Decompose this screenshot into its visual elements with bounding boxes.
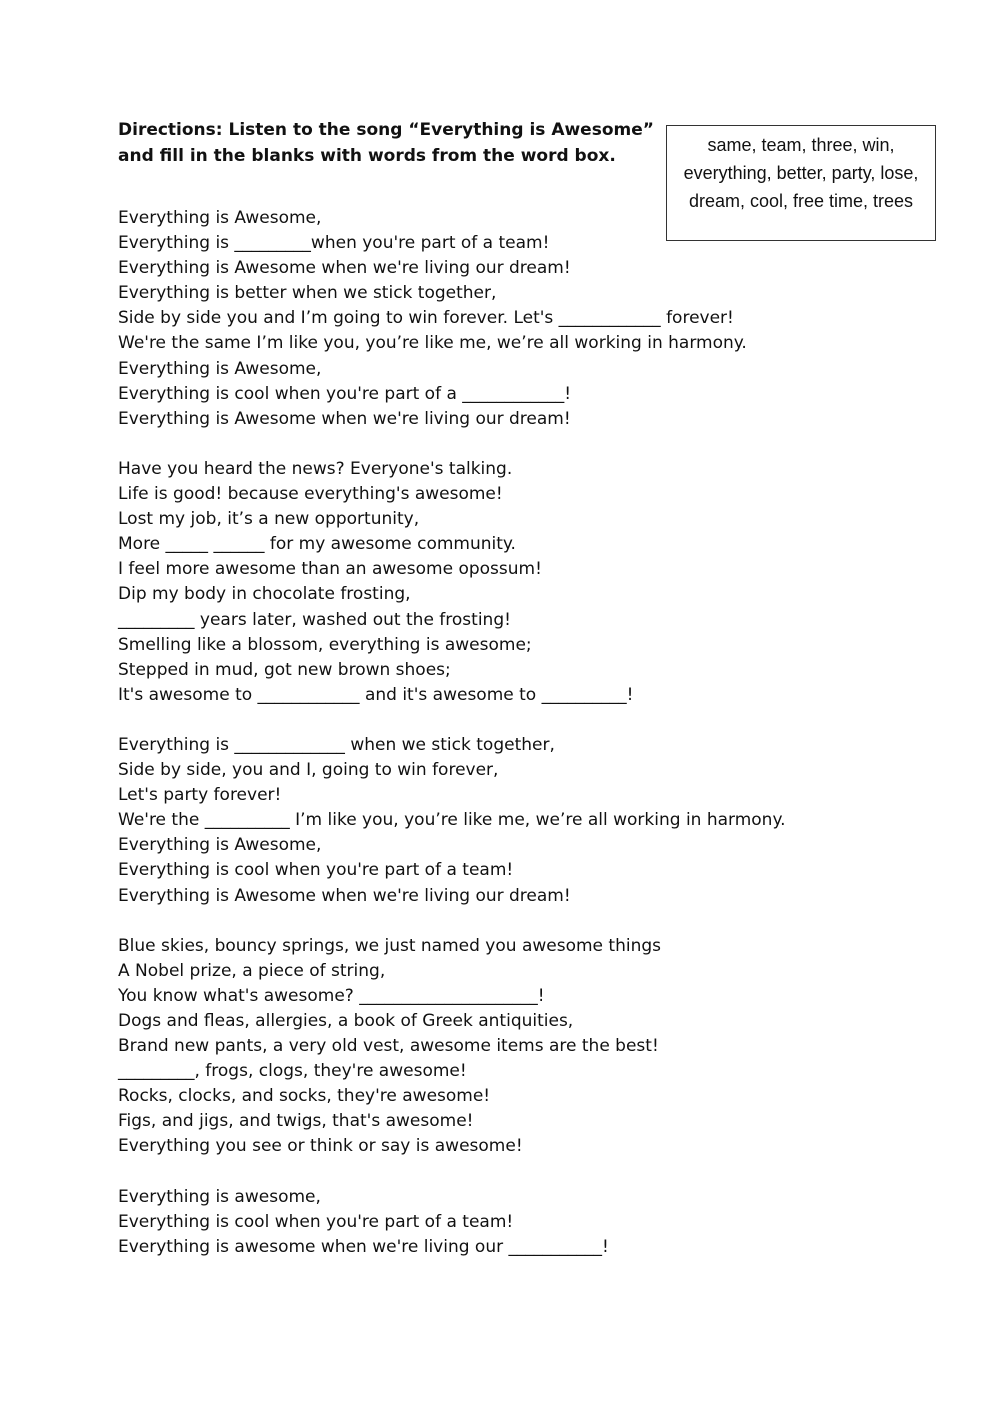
lyric-line: Everything is awesome, xyxy=(118,1186,321,1207)
directions-text: Directions: Listen to the song “Everything is Awesome” and fill in the blanks with words from the word box. xyxy=(118,120,654,166)
lyric-line: A Nobel prize, a piece of string, xyxy=(118,960,386,981)
lyric-line: Let's party forever! xyxy=(118,785,282,806)
lyric-line: Everything is Awesome when we're living our dream! xyxy=(118,258,571,279)
lyric-line: It's awesome to ____________ and it's awesome to __________! xyxy=(118,684,634,705)
lyric-line: Everything is Awesome, xyxy=(118,208,322,228)
lyric-line: Have you heard the news? Everyone's talking. xyxy=(118,458,513,479)
lyric-line: Everything is better when we stick together, xyxy=(118,283,497,304)
lyric-line: Life is good! because everything's awesome! xyxy=(118,484,503,505)
lyric-line: Everything is Awesome when we're living our dream! xyxy=(118,885,571,906)
lyric-line: We're the same I’m like you, you’re like me, we’re all working in harmony. xyxy=(118,333,747,354)
lyrics xyxy=(118,206,958,1260)
lyric-line: Everything is cool when you're part of a team! xyxy=(118,860,514,881)
lyric-line: Everything you see or think or say is awesome! xyxy=(118,1136,523,1157)
lyric-line: Dogs and fleas, allergies, a book of Greek antiquities, xyxy=(118,1011,574,1031)
stanza-gap xyxy=(118,708,958,733)
stanza-gap xyxy=(118,432,958,457)
lyric-line: We're the __________ I’m like you, you’re like me, we’re all working in harmony. xyxy=(118,810,786,831)
stanza-gap xyxy=(118,1160,958,1185)
lyric-line: You know what's awesome? _____________________! xyxy=(118,985,545,1006)
lyric-line: Everything is awesome when we're living our ___________! xyxy=(118,1236,609,1257)
lyric-line: Everything is Awesome, xyxy=(118,835,322,856)
lyric-line: More _____ ______ for my awesome community. xyxy=(118,534,516,555)
lyric-line: Brand new pants, a very old vest, awesome items are the best! xyxy=(118,1036,659,1057)
stanza-gap xyxy=(118,909,958,934)
lyric-line: Everything is Awesome, xyxy=(118,358,322,379)
lyric-line: Everything is _________when you're part of a team! xyxy=(118,233,550,254)
word-box: same, team, three, win, everything, better, party, lose, dream, cool, free time, trees xyxy=(666,125,936,241)
lyric-line: Side by side you and I’m going to win forever. Let's ____________ forever! xyxy=(118,308,734,329)
lyric-line: Everything is _____________ when we stick together, xyxy=(118,734,555,755)
lyric-line: Stepped in mud, got new brown shoes; xyxy=(118,659,451,680)
lyric-line: Rocks, clocks, and socks, they're awesome! xyxy=(118,1086,491,1107)
lyric-line: Side by side, you and I, going to win forever, xyxy=(118,760,499,781)
lyric-line: I feel more awesome than an awesome opossum! xyxy=(118,559,542,580)
lyric-line: Dip my body in chocolate frosting, xyxy=(118,584,411,605)
lyric-line: Everything is Awesome when we're living our dream! xyxy=(118,408,571,429)
lyric-line: Figs, and jigs, and twigs, that's awesome! xyxy=(118,1111,474,1132)
lyric-line: _________ years later, washed out the frosting! xyxy=(118,609,511,630)
lyric-line: Everything is cool when you're part of a ____________! xyxy=(118,383,572,404)
lyric-line: Smelling like a blossom, everything is awesome; xyxy=(118,634,532,655)
lyric-line: Blue skies, bouncy springs, we just named you awesome things xyxy=(118,935,661,956)
lyric-line: Everything is cool when you're part of a team! xyxy=(118,1211,514,1232)
lyric-line: _________, frogs, clogs, they're awesome! xyxy=(118,1061,467,1082)
lyric-line: Lost my job, it’s a new opportunity, xyxy=(118,509,420,530)
